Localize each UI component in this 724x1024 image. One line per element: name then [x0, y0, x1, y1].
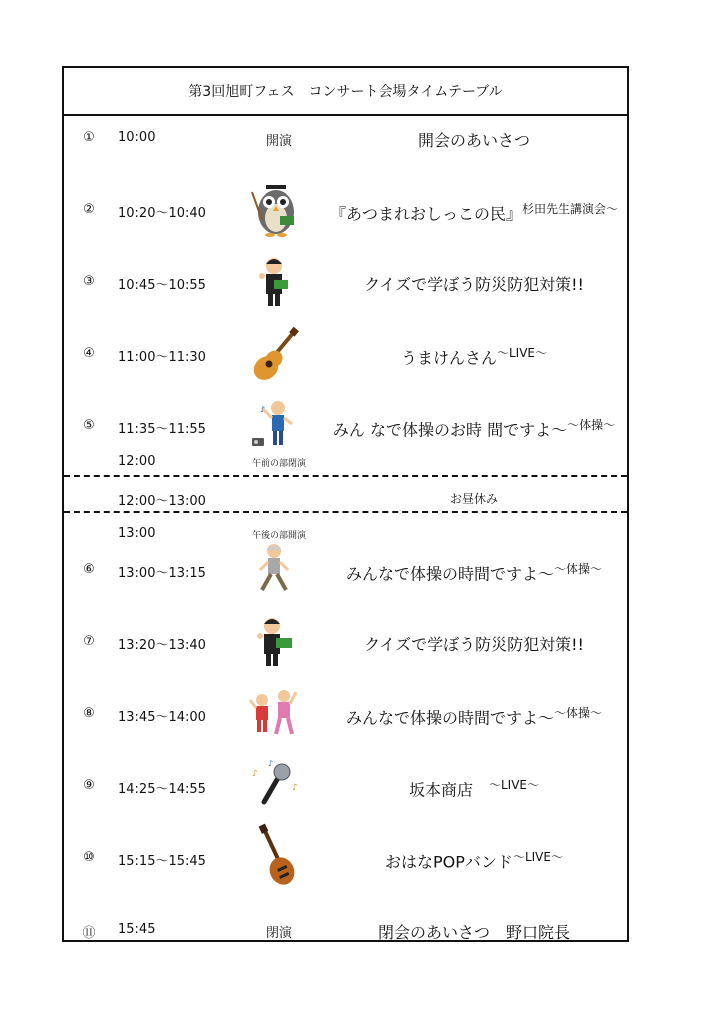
row-number: ① [83, 130, 95, 145]
row-event: うまけんさん$^{〜LIVE〜}$ [400, 346, 548, 368]
row-event: クイズで学ぼう防災防犯対策!! [364, 275, 584, 294]
row-time: 10:00 [118, 130, 156, 145]
row-number: ② [83, 202, 95, 217]
row-time: 10:20〜10:40 [118, 206, 206, 221]
row-time: 15:15〜15:45 [118, 854, 206, 869]
row-event: 開会のあいさつ [417, 131, 530, 150]
page-title: 第3回旭町フェス コンサート会場タイムテーブル [64, 68, 627, 116]
row-time: 11:00〜11:30 [118, 350, 206, 365]
svg-text:♪: ♪ [260, 405, 266, 414]
table-row [64, 262, 627, 302]
children-exercise-icon [244, 686, 304, 742]
row-label: 午後の部開演 [251, 531, 306, 541]
quiz-presenter-icon [244, 254, 304, 310]
table-row [64, 118, 627, 158]
row-event: 閉会のあいさつ 野口院長 [377, 923, 570, 942]
row-event: 『あつまれおしっこの民』$^{杉田先生講演会〜}$ [329, 202, 619, 224]
row-number: ③ [83, 274, 95, 289]
microphone-icon [244, 758, 304, 814]
row-number: ⑧ [83, 706, 95, 721]
svg-text:♪: ♪ [268, 759, 274, 768]
acoustic-guitar-icon [244, 326, 304, 382]
row-number: ⑩ [83, 850, 95, 865]
row-event: クイズで学ぼう防災防犯対策!! [364, 635, 584, 654]
table-row [64, 910, 627, 950]
owl-teacher-icon [244, 182, 304, 238]
row-number: ⑪ [82, 926, 96, 941]
divider [64, 511, 627, 513]
row-time: 13:45〜14:00 [118, 710, 206, 725]
table-row [64, 334, 627, 374]
afternoon-start-row [64, 514, 627, 554]
table-row [64, 550, 627, 590]
table-row [64, 406, 627, 446]
table-row [64, 694, 627, 734]
row-time: 10:45〜10:55 [118, 278, 206, 293]
row-label: 午前の部閉演 [251, 459, 306, 469]
row-event: みんなで体操の時間ですよ〜$^{〜体操〜}$ [345, 562, 603, 584]
row-number: ⑤ [83, 418, 95, 433]
row-time: 11:35〜11:55 [118, 422, 206, 437]
row-number: ⑥ [83, 562, 95, 577]
table-row [64, 838, 627, 878]
row-event: みん なで体操のお時 間ですよ〜$^{〜体操〜}$ [332, 418, 616, 440]
svg-text:♪: ♪ [252, 769, 258, 779]
row-time: 13:00〜13:15 [118, 566, 206, 581]
row-time: 15:45 [118, 922, 156, 937]
elderly-exercise-icon [244, 542, 304, 598]
timetable-frame [62, 66, 629, 942]
row-number: ⑨ [83, 778, 95, 793]
divider [64, 475, 627, 477]
row-time: 13:20〜13:40 [118, 638, 206, 653]
svg-text:♪: ♪ [292, 783, 298, 793]
table-row [64, 759, 627, 806]
row-label: 閉演 [265, 926, 292, 941]
row-event: 坂本商店 $^{〜LIVE〜}$ [408, 778, 540, 800]
row-label: 開演 [265, 134, 292, 149]
electric-guitar-icon [244, 820, 304, 886]
row-time: 14:25〜14:55 [118, 782, 206, 797]
row-number: ⑦ [83, 634, 95, 649]
row-time: 13:00 [118, 526, 156, 541]
lunch-label: お昼休み [449, 492, 498, 506]
table-row [64, 190, 627, 230]
row-number: ④ [83, 346, 95, 361]
quiz-presenter-icon [244, 614, 304, 670]
row-event: おはなPOPバンド$^{〜LIVE〜}$ [385, 850, 563, 872]
row-time: 12:00 [118, 454, 156, 469]
row-event: みんなで体操の時間ですよ〜$^{〜体操〜}$ [345, 706, 603, 728]
row-time: 12:00〜13:00 [118, 494, 206, 509]
table-row [64, 622, 627, 662]
